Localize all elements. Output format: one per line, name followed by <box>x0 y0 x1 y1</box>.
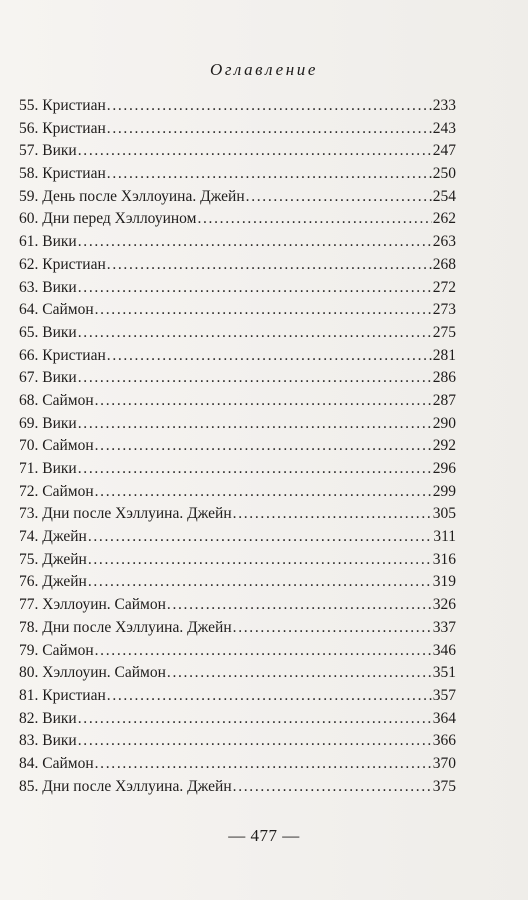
toc-entry <box>19 390 456 413</box>
toc-entry-page: 311 <box>433 528 456 546</box>
toc-entry-page: 370 <box>432 754 456 772</box>
dot-leader <box>88 549 432 572</box>
dot-leader <box>197 208 431 231</box>
toc-entry <box>19 685 456 708</box>
toc-entry-title: 55. Кристиан <box>19 97 106 114</box>
toc-entry <box>19 640 456 663</box>
toc-entry <box>19 435 456 458</box>
toc-entry-page: 292 <box>432 437 456 455</box>
toc-entry <box>19 730 456 753</box>
toc-entry <box>19 708 456 731</box>
dot-leader <box>88 526 433 549</box>
toc-entry <box>19 208 456 231</box>
toc-entry <box>19 163 456 186</box>
toc-entry-page: 287 <box>432 391 456 409</box>
dot-leader <box>78 140 432 163</box>
toc-heading: Оглавление <box>209 60 319 79</box>
toc-entry-title: 56. Кристиан <box>19 119 106 137</box>
toc-entry-title: 74. Джейн <box>19 528 87 546</box>
dot-leader <box>78 708 432 731</box>
toc-entry-title: 63. Вики <box>19 278 77 296</box>
toc-entry <box>19 481 456 504</box>
toc-entry-title: 80. Хэллоуин. Саймон <box>19 664 166 682</box>
toc-entry-title: 79. Саймон <box>19 641 94 659</box>
toc-entry-page: 250 <box>432 165 456 183</box>
dot-leader <box>167 662 432 685</box>
toc-entry-page: 272 <box>432 278 456 296</box>
toc-entry-title: 67. Вики <box>19 369 77 387</box>
table-of-contents <box>19 95 456 798</box>
dot-leader <box>95 481 432 504</box>
dot-leader <box>78 231 432 254</box>
dot-leader <box>107 95 432 118</box>
toc-entry-title: 71. Вики <box>19 460 77 477</box>
toc-entry <box>19 322 456 345</box>
dot-leader <box>95 435 432 458</box>
toc-entry <box>19 503 456 526</box>
toc-entry-page: 375 <box>432 777 456 795</box>
toc-entry-page: 263 <box>432 233 456 251</box>
dot-leader <box>95 390 432 413</box>
toc-entry-title: 68. Саймон <box>19 391 94 409</box>
toc-entry-title: 85. Дни после Хэллуина. Джейн <box>19 777 232 795</box>
dot-leader <box>78 367 432 390</box>
toc-entry-page: 247 <box>432 142 456 160</box>
toc-entry-title: 59. День после Хэллоуина. Джейн <box>19 187 245 205</box>
toc-entry <box>19 277 456 300</box>
toc-entry-title: 64. Саймон <box>19 301 94 319</box>
toc-entry-title: 82. Вики <box>19 709 77 727</box>
toc-entry-page: 254 <box>432 187 456 205</box>
toc-entry-title: 72. Саймон <box>19 482 94 500</box>
toc-entry-title: 58. Кристиан <box>19 165 106 183</box>
toc-entry <box>19 254 456 277</box>
toc-entry <box>19 458 456 481</box>
toc-entry-page: 268 <box>432 255 456 273</box>
dot-leader <box>95 640 432 663</box>
dot-leader <box>78 277 432 300</box>
toc-entry-title: 60. Дни перед Хэллоуином <box>19 210 197 228</box>
toc-entry-page: 305 <box>432 505 456 523</box>
toc-entry <box>19 367 456 390</box>
toc-entry-page: 281 <box>432 346 456 364</box>
toc-entry-page: 243 <box>432 119 456 137</box>
toc-entry-page: 366 <box>432 732 456 750</box>
toc-entry-title: 77. Хэллоуин. Саймон <box>19 596 166 614</box>
toc-entry <box>19 776 456 799</box>
toc-entry-title: 62. Кристиан <box>19 255 106 273</box>
dot-leader <box>95 299 432 322</box>
page-number: — 477 — <box>228 826 300 845</box>
toc-entry-page: 273 <box>432 301 456 319</box>
toc-entry <box>19 526 456 549</box>
toc-entry <box>19 594 456 617</box>
toc-entry-page: 286 <box>432 369 456 387</box>
toc-entry <box>19 617 456 640</box>
toc-entry <box>19 753 456 776</box>
toc-entry-page: 326 <box>432 596 456 614</box>
toc-entry-page: 262 <box>432 210 456 228</box>
toc-entry-page: 346 <box>432 641 456 659</box>
dot-leader <box>233 617 432 640</box>
dot-leader <box>88 571 432 594</box>
toc-entry-title: 61. Вики <box>19 233 77 251</box>
toc-entry-page: 364 <box>432 709 456 727</box>
toc-entry-title: 57. Вики <box>19 142 77 160</box>
dot-leader <box>107 685 432 708</box>
toc-entry-title: 81. Кристиан <box>19 686 106 704</box>
toc-entry-title: 73. Дни после Хэллуина. Джейн <box>19 505 232 523</box>
toc-entry-title: 75. Джейн <box>19 550 87 568</box>
toc-entry <box>19 549 456 572</box>
toc-entry-title: 66. Кристиан <box>19 346 106 364</box>
dot-leader <box>107 345 432 368</box>
dot-leader <box>107 254 432 277</box>
toc-entry-page: 296 <box>432 460 456 477</box>
toc-entry-page: 357 <box>432 686 456 704</box>
dot-leader <box>167 594 432 617</box>
dot-leader <box>107 163 432 186</box>
toc-entry <box>19 571 456 594</box>
toc-entry-title: 65. Вики <box>19 323 77 341</box>
toc-entry-page: 275 <box>432 323 456 341</box>
toc-entry-page: 351 <box>432 664 456 682</box>
dot-leader <box>78 730 432 753</box>
dot-leader <box>78 413 432 436</box>
dot-leader <box>95 753 432 776</box>
toc-entry-title: 78. Дни после Хэллуина. Джейн <box>19 618 232 636</box>
toc-entry-title: 76. Джейн <box>19 573 87 591</box>
dot-leader <box>78 322 432 345</box>
toc-entry-title: 70. Саймон <box>19 437 94 455</box>
toc-entry <box>19 231 456 254</box>
toc-entry <box>19 299 456 322</box>
dot-leader <box>233 503 432 526</box>
toc-entry-page: 233 <box>432 97 456 114</box>
toc-entry-title: 83. Вики <box>19 732 77 750</box>
toc-entry-title: 84. Саймон <box>19 754 94 772</box>
toc-entry-page: 316 <box>432 550 456 568</box>
toc-entry <box>19 186 456 209</box>
toc-entry <box>19 95 456 118</box>
toc-entry-page: 299 <box>432 482 456 500</box>
toc-entry <box>19 118 456 141</box>
toc-entry <box>19 662 456 685</box>
toc-entry <box>19 413 456 436</box>
dot-leader <box>107 118 432 141</box>
dot-leader <box>233 776 432 799</box>
toc-entry-page: 290 <box>432 414 456 432</box>
dot-leader <box>246 186 432 209</box>
toc-entry-page: 337 <box>432 618 456 636</box>
dot-leader <box>78 458 432 481</box>
toc-entry <box>19 345 456 368</box>
toc-entry-page: 319 <box>432 573 456 591</box>
toc-entry-title: 69. Вики <box>19 414 77 432</box>
toc-entry <box>19 140 456 163</box>
